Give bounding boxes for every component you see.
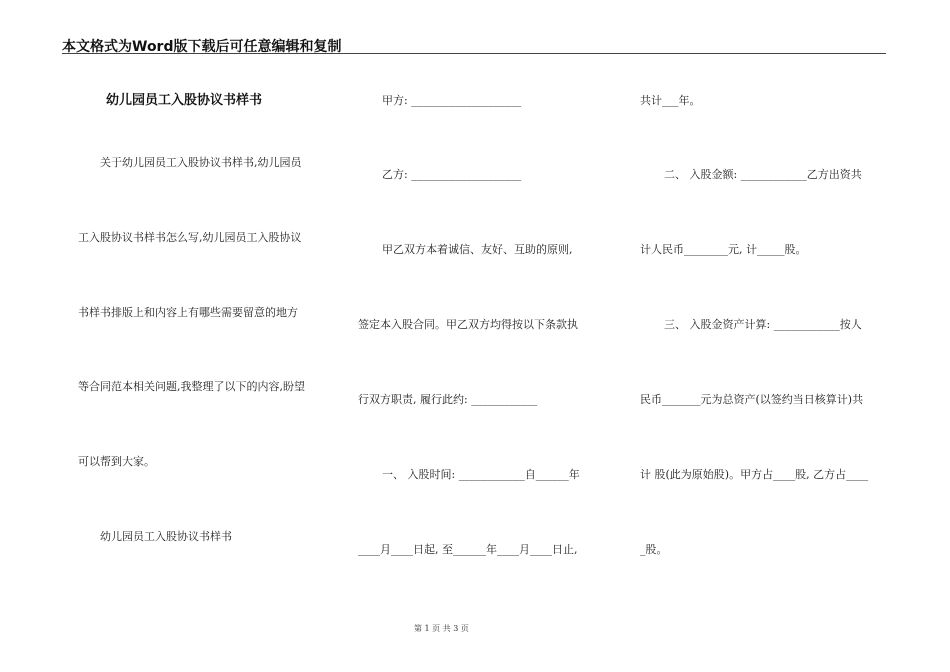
clause-line: ____月____日起, 至______年____月____日止, — [358, 543, 578, 556]
paragraph-line: 书样书排版上和内容上有哪些需要留意的地方 — [78, 306, 298, 319]
clause-line: 一、 入股时间: ____________自______年 — [382, 468, 580, 481]
page-number: 第 1 页 共 3 页 — [414, 624, 469, 633]
paragraph-line: 等合同范本相关问题,我整理了以下的内容,盼望 — [78, 380, 305, 393]
document-title: 幼儿园员工入股协议书样书 — [106, 93, 263, 108]
paragraph-line: 关于幼儿园员工入股协议书样书,幼儿园员 — [100, 156, 302, 169]
paragraph-line: 甲乙双方本着诚信、友好、互助的原则, — [382, 243, 573, 256]
clause-line: 三、 入股金资产计算: ____________按人 — [664, 318, 862, 331]
header-rule — [62, 53, 886, 54]
paragraph-line: 工入股协议书样书怎么写,幼儿园员工入股协议 — [78, 231, 302, 244]
section-heading: 幼儿园员工入股协议书样书 — [100, 530, 232, 543]
paragraph-line: 可以帮到大家。 — [78, 455, 155, 468]
paragraph-line: 签定本入股合同。甲乙双方均得按以下条款执 — [358, 318, 578, 331]
clause-line: 民币_______元为总资产(以签约当日核算计)共 — [640, 393, 864, 406]
clause-line: 共计___年。 — [640, 94, 701, 107]
document-header: 本文格式为Word版下载后可任意编辑和复制 — [62, 39, 342, 55]
clause-line: 计人民币________元, 计_____股。 — [640, 243, 807, 256]
clause-line: 计 股(此为原始股)。甲方占____股, 乙方占____ — [640, 468, 869, 481]
clause-line: _股。 — [640, 543, 668, 556]
party-b-line: 乙方: ____________________ — [382, 168, 522, 181]
party-a-line: 甲方: ____________________ — [382, 94, 522, 107]
paragraph-line: 行双方职责, 履行此约: ____________ — [358, 393, 538, 406]
clause-line: 二、 入股金额: ____________乙方出资共 — [664, 168, 862, 181]
